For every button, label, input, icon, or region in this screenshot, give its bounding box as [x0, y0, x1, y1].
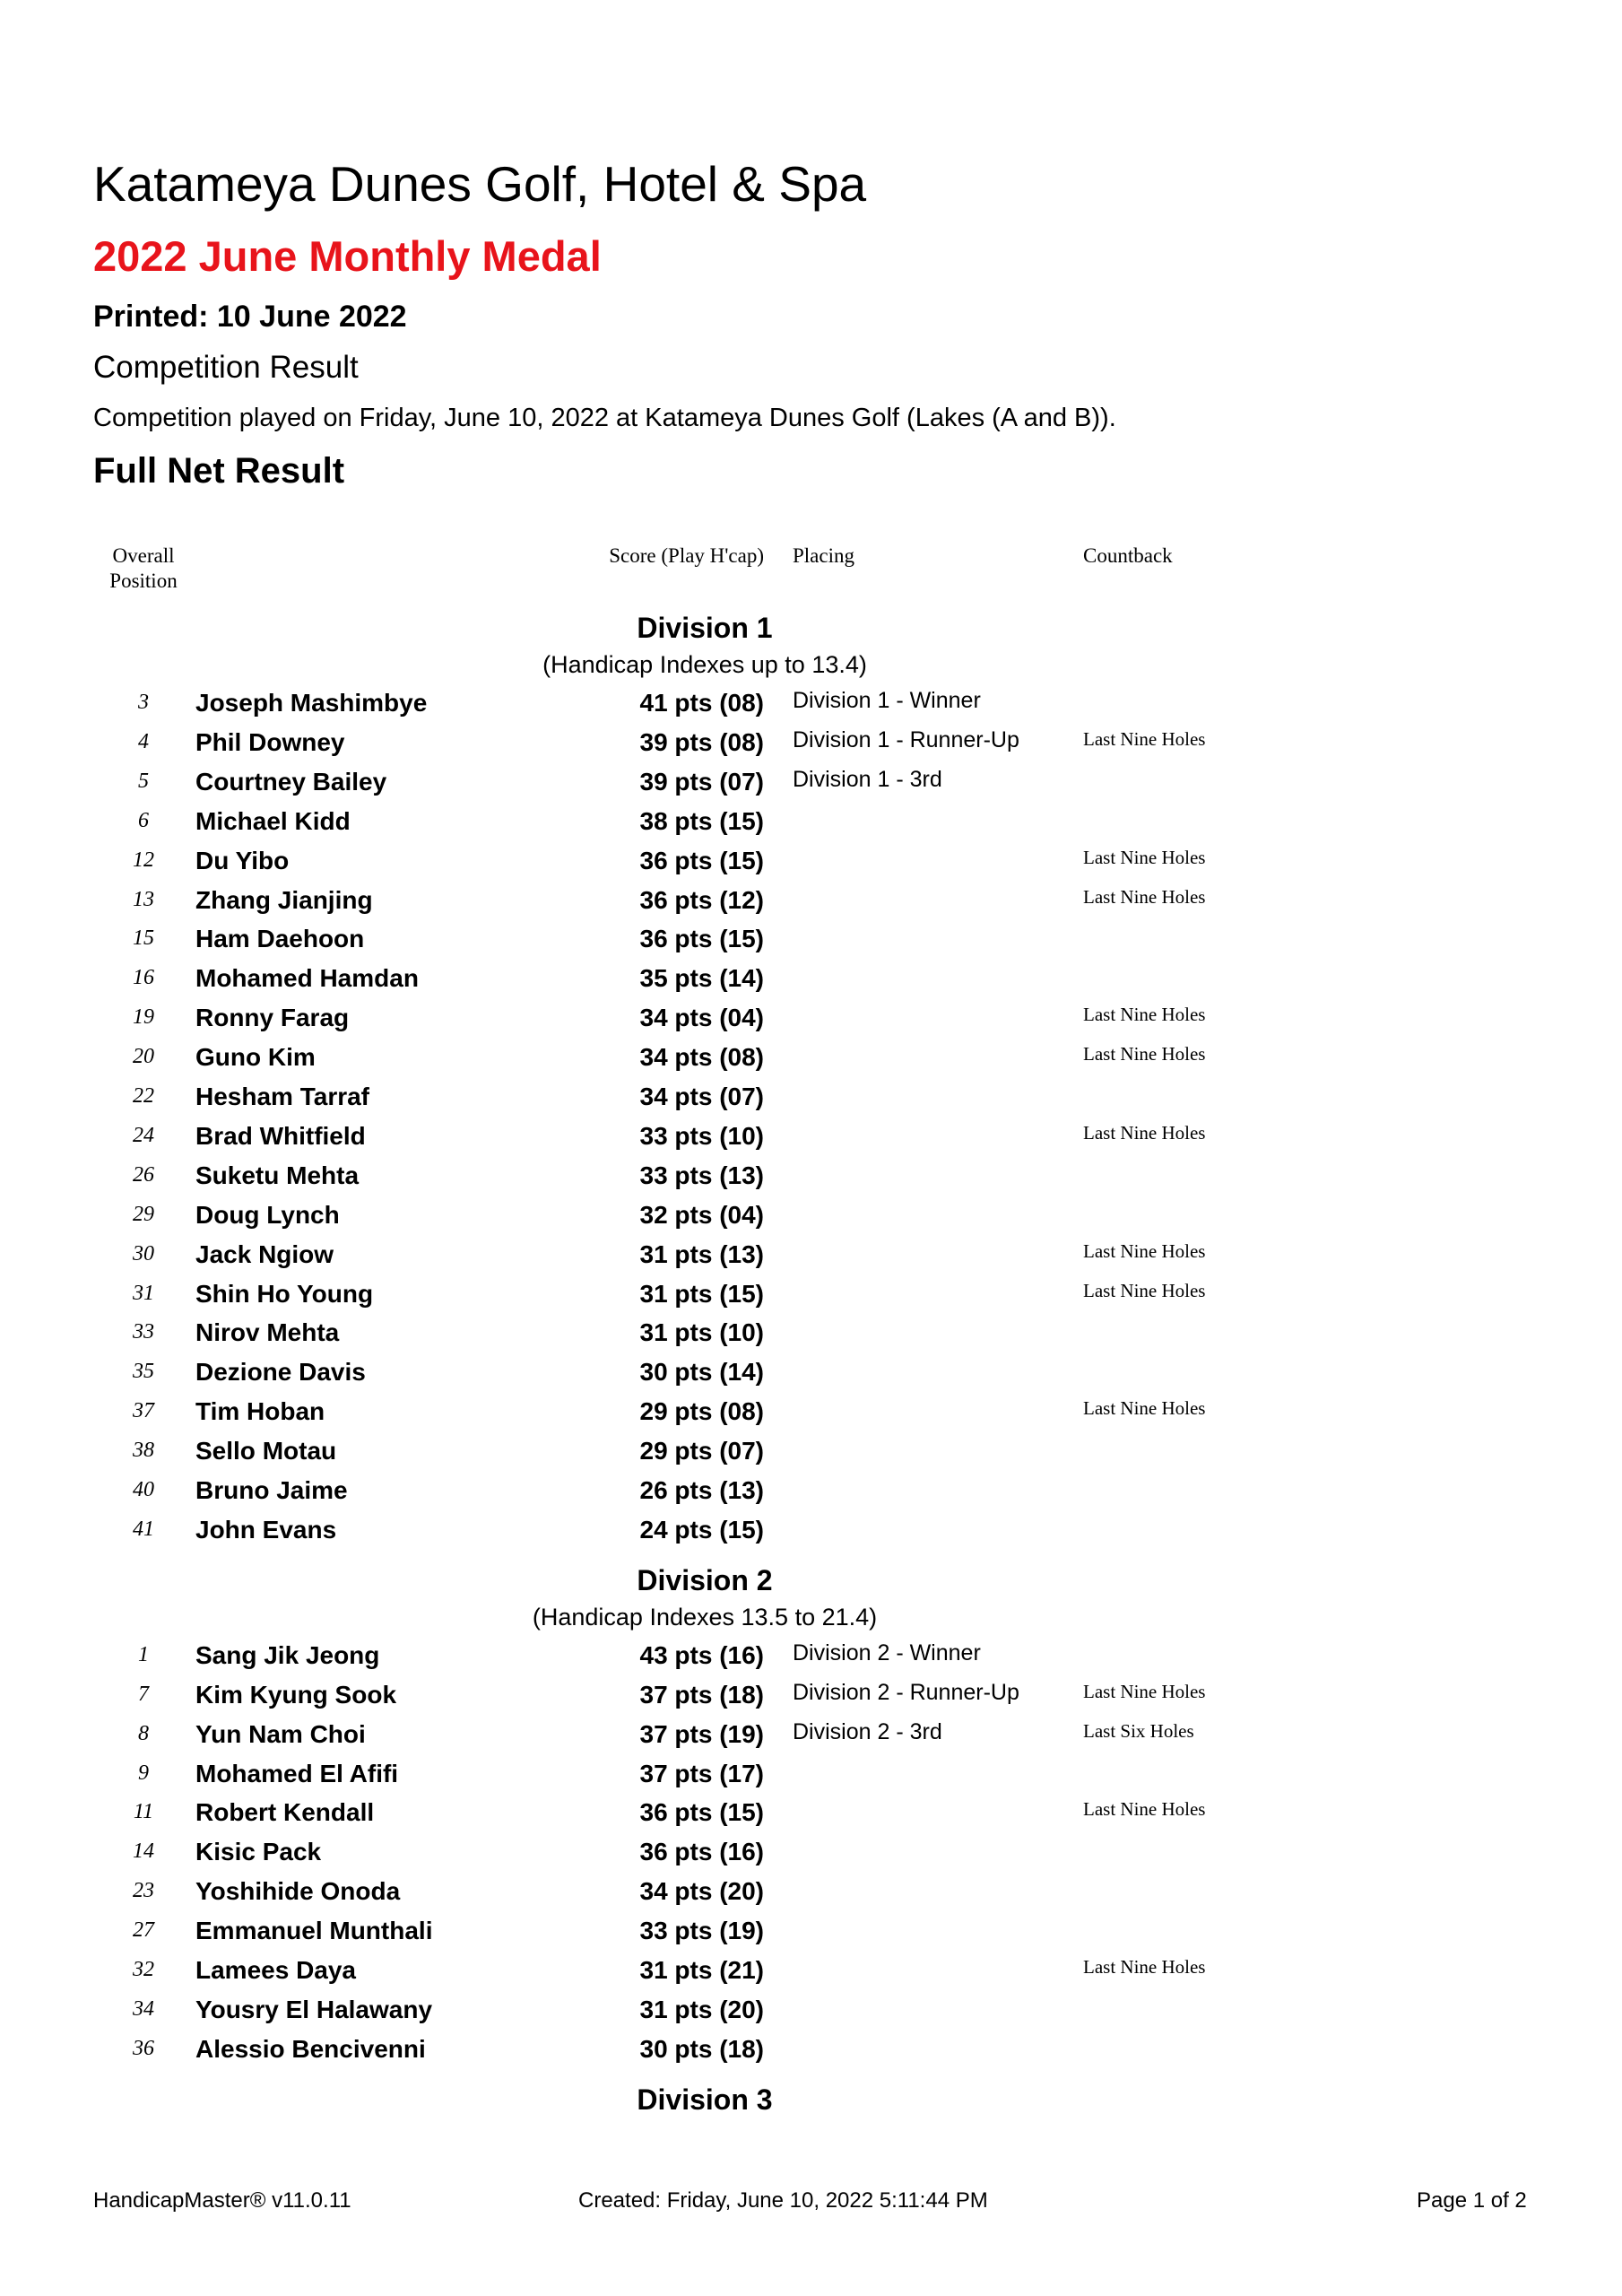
column-header-score: Score (Play H'cap): [609, 544, 764, 567]
score-cell: 37 pts (18): [639, 1680, 764, 1709]
column-header-position-line1: Overall: [112, 544, 175, 567]
countback-cell: Last Nine Holes: [1083, 727, 1206, 750]
countback-cell: Last Nine Holes: [1083, 1279, 1206, 1301]
table-row: [0, 1913, 1622, 1952]
score-cell: 37 pts (17): [639, 1759, 764, 1787]
competition-title: 2022 June Monthly Medal: [93, 232, 602, 280]
table-row: [0, 1315, 1622, 1354]
score-cell: 30 pts (14): [639, 1358, 764, 1387]
table-row: [0, 883, 1622, 922]
table-row: [0, 1717, 1622, 1756]
countback-cell: Last Nine Holes: [1083, 1956, 1206, 1978]
position-cell: 14: [133, 1839, 154, 1864]
position-cell: 15: [133, 926, 154, 951]
position-cell: 30: [133, 1241, 154, 1265]
table-row: [0, 2031, 1622, 2071]
countback-cell: Last Nine Holes: [1083, 1680, 1206, 1702]
table-row: [0, 921, 1622, 961]
player-name: Bruno Jaime: [195, 1476, 348, 1504]
table-row: [0, 1354, 1622, 1394]
countback-cell: Last Nine Holes: [1083, 1004, 1206, 1026]
score-cell: 24 pts (15): [639, 1515, 764, 1544]
player-name: Brad Whitfield: [195, 1121, 366, 1150]
table-row: [0, 1394, 1622, 1433]
position-cell: 23: [133, 1879, 154, 1903]
table-row: [0, 1874, 1622, 1913]
position-cell: 33: [133, 1320, 154, 1344]
player-name: Du Yibo: [195, 846, 290, 874]
table-row: [0, 1158, 1622, 1197]
score-cell: 31 pts (10): [639, 1318, 764, 1347]
player-name: Kim Kyung Sook: [195, 1680, 397, 1709]
position-cell: 32: [133, 1958, 154, 1981]
countback-cell: Last Nine Holes: [1083, 1239, 1206, 1262]
player-name: Yun Nam Choi: [195, 1719, 366, 1748]
table-row: [0, 1952, 1622, 1992]
position-cell: 12: [133, 848, 154, 872]
division-title: Division 1: [637, 612, 773, 644]
score-cell: 41 pts (08): [639, 689, 764, 717]
table-row: [0, 1512, 1622, 1552]
countback-cell: Last Nine Holes: [1083, 846, 1206, 868]
player-name: Tim Hoban: [195, 1397, 325, 1426]
position-cell: 4: [138, 729, 149, 753]
player-name: Sello Motau: [195, 1437, 337, 1465]
table-row: [0, 1677, 1622, 1717]
player-name: Phil Downey: [195, 727, 345, 756]
score-cell: 33 pts (19): [639, 1917, 764, 1945]
played-info: Competition played on Friday, June 10, 2022 at Katameya Dunes Golf (Lakes (A and B)).: [93, 404, 1116, 432]
score-cell: 34 pts (07): [639, 1083, 764, 1110]
player-name: Mohamed Hamdan: [195, 964, 419, 993]
division-subtitle: (Handicap Indexes up to 13.4): [542, 651, 867, 678]
player-name: Lamees Daya: [195, 1956, 357, 1984]
table-row: [0, 1039, 1622, 1079]
position-cell: 31: [133, 1281, 154, 1305]
club-name: Katameya Dunes Golf, Hotel & Spa: [93, 156, 867, 212]
footer-page: Page 1 of 2: [1417, 2188, 1527, 2213]
position-cell: 24: [133, 1123, 154, 1147]
player-name: Guno Kim: [195, 1043, 316, 1072]
countback-cell: Last Six Holes: [1083, 1719, 1194, 1742]
printed-date: Printed: 10 June 2022: [93, 300, 407, 334]
position-cell: 9: [138, 1761, 149, 1785]
footer-created: Created: Friday, June 10, 2022 5:11:44 PM: [578, 2188, 988, 2213]
player-name: Shin Ho Young: [195, 1279, 374, 1308]
placing-cell: Division 2 - Runner-Up: [793, 1679, 1019, 1705]
table-row: [0, 685, 1622, 725]
section-title: Full Net Result: [93, 451, 345, 491]
score-cell: 31 pts (13): [639, 1239, 764, 1268]
score-cell: 43 pts (16): [639, 1640, 764, 1669]
score-cell: 39 pts (08): [639, 727, 764, 756]
score-cell: 32 pts (04): [639, 1200, 764, 1229]
position-cell: 3: [138, 691, 149, 714]
table-row: [0, 1276, 1622, 1316]
table-row: [0, 1638, 1622, 1677]
table-row: [0, 1834, 1622, 1874]
table-row: [0, 1237, 1622, 1276]
player-name: Zhang Jianjing: [195, 885, 373, 914]
position-cell: 36: [133, 2036, 154, 2060]
table-row: [0, 1079, 1622, 1118]
score-cell: 37 pts (19): [639, 1719, 764, 1748]
score-cell: 26 pts (13): [639, 1476, 764, 1504]
table-row: [0, 1992, 1622, 2031]
score-cell: 29 pts (08): [639, 1397, 764, 1426]
score-cell: 36 pts (15): [639, 925, 764, 953]
placing-cell: Division 1 - Runner-Up: [793, 726, 1019, 752]
player-name: Dezione Davis: [195, 1358, 366, 1387]
player-name: Jack Ngiow: [195, 1239, 334, 1268]
player-name: Yousry El Halawany: [195, 1995, 433, 2023]
position-cell: 1: [138, 1642, 149, 1666]
player-name: Alessio Bencivenni: [195, 2034, 426, 2063]
position-cell: 27: [133, 1918, 154, 1943]
position-cell: 29: [133, 1202, 154, 1226]
footer-software: HandicapMaster® v11.0.11: [93, 2188, 351, 2213]
position-cell: 5: [138, 769, 149, 793]
table-row: [0, 1473, 1622, 1512]
score-cell: 36 pts (15): [639, 846, 764, 874]
player-name: Suketu Mehta: [195, 1161, 360, 1189]
player-name: Ham Daehoon: [195, 925, 365, 953]
position-cell: 16: [133, 966, 154, 990]
score-cell: 34 pts (20): [639, 1877, 764, 1906]
position-cell: 8: [138, 1721, 149, 1745]
column-header-placing: Placing: [793, 544, 854, 567]
table-row: [0, 804, 1622, 843]
position-cell: 40: [133, 1478, 154, 1501]
player-name: Robert Kendall: [195, 1798, 375, 1827]
position-cell: 6: [138, 808, 149, 832]
score-cell: 34 pts (04): [639, 1004, 764, 1032]
table-row: [0, 1433, 1622, 1473]
player-name: Sang Jik Jeong: [195, 1640, 380, 1669]
score-cell: 30 pts (18): [639, 2034, 764, 2063]
column-header-position-line2: Position: [109, 570, 178, 592]
player-name: Yoshihide Onoda: [195, 1877, 401, 1906]
score-cell: 36 pts (12): [639, 885, 764, 914]
player-name: Emmanuel Munthali: [195, 1917, 433, 1945]
table-row: [0, 1000, 1622, 1039]
score-cell: 38 pts (15): [639, 806, 764, 835]
score-cell: 33 pts (10): [639, 1121, 764, 1150]
player-name: Nirov Mehta: [195, 1318, 340, 1347]
table-row: [0, 1197, 1622, 1237]
report-type: Competition Result: [93, 350, 359, 385]
player-name: John Evans: [195, 1515, 337, 1544]
score-cell: 33 pts (13): [639, 1161, 764, 1189]
position-cell: 19: [133, 1005, 154, 1030]
player-name: Michael Kidd: [195, 806, 351, 835]
placing-cell: Division 1 - 3rd: [793, 766, 942, 792]
placing-cell: Division 2 - Winner: [793, 1639, 981, 1665]
player-name: Joseph Mashimbye: [195, 689, 428, 717]
score-cell: 36 pts (16): [639, 1838, 764, 1866]
position-cell: 38: [133, 1439, 154, 1463]
player-name: Courtney Bailey: [195, 767, 387, 796]
division-title: Division 3: [637, 2083, 773, 2116]
position-cell: 26: [133, 1162, 154, 1187]
table-row: [0, 1795, 1622, 1834]
score-cell: 31 pts (20): [639, 1995, 764, 2023]
player-name: Kisic Pack: [195, 1838, 322, 1866]
countback-cell: Last Nine Holes: [1083, 1121, 1206, 1144]
countback-cell: Last Nine Holes: [1083, 885, 1206, 908]
position-cell: 13: [133, 887, 154, 911]
position-cell: 37: [133, 1399, 154, 1423]
score-cell: 31 pts (15): [639, 1279, 764, 1308]
division-subtitle: (Handicap Indexes 13.5 to 21.4): [532, 1603, 878, 1631]
score-cell: 39 pts (07): [639, 767, 764, 796]
player-name: Doug Lynch: [195, 1200, 340, 1229]
table-row: [0, 961, 1622, 1000]
position-cell: 7: [138, 1682, 149, 1706]
score-cell: 31 pts (21): [639, 1956, 764, 1984]
countback-cell: Last Nine Holes: [1083, 1043, 1206, 1065]
division-title: Division 2: [637, 1563, 773, 1596]
player-name: Ronny Farag: [195, 1004, 350, 1032]
table-row: [0, 1756, 1622, 1796]
position-cell: 20: [133, 1045, 154, 1069]
position-cell: 11: [133, 1800, 154, 1824]
position-cell: 22: [133, 1084, 154, 1108]
score-cell: 34 pts (08): [639, 1043, 764, 1072]
table-row: [0, 843, 1622, 883]
table-row: [0, 1118, 1622, 1158]
table-row: [0, 764, 1622, 804]
position-cell: 34: [133, 1996, 154, 2021]
countback-cell: Last Nine Holes: [1083, 1397, 1206, 1420]
position-cell: 35: [133, 1360, 154, 1384]
table-row: [0, 725, 1622, 764]
placing-cell: Division 1 - Winner: [793, 688, 981, 713]
player-name: Mohamed El Afifi: [195, 1759, 399, 1787]
score-cell: 29 pts (07): [639, 1437, 764, 1465]
score-cell: 35 pts (14): [639, 964, 764, 993]
column-header-position: [106, 544, 181, 594]
position-cell: 41: [133, 1517, 154, 1541]
column-header-countback: Countback: [1083, 544, 1173, 567]
countback-cell: Last Nine Holes: [1083, 1798, 1206, 1821]
placing-cell: Division 2 - 3rd: [793, 1718, 942, 1744]
player-name: Hesham Tarraf: [195, 1083, 370, 1110]
score-cell: 36 pts (15): [639, 1798, 764, 1827]
